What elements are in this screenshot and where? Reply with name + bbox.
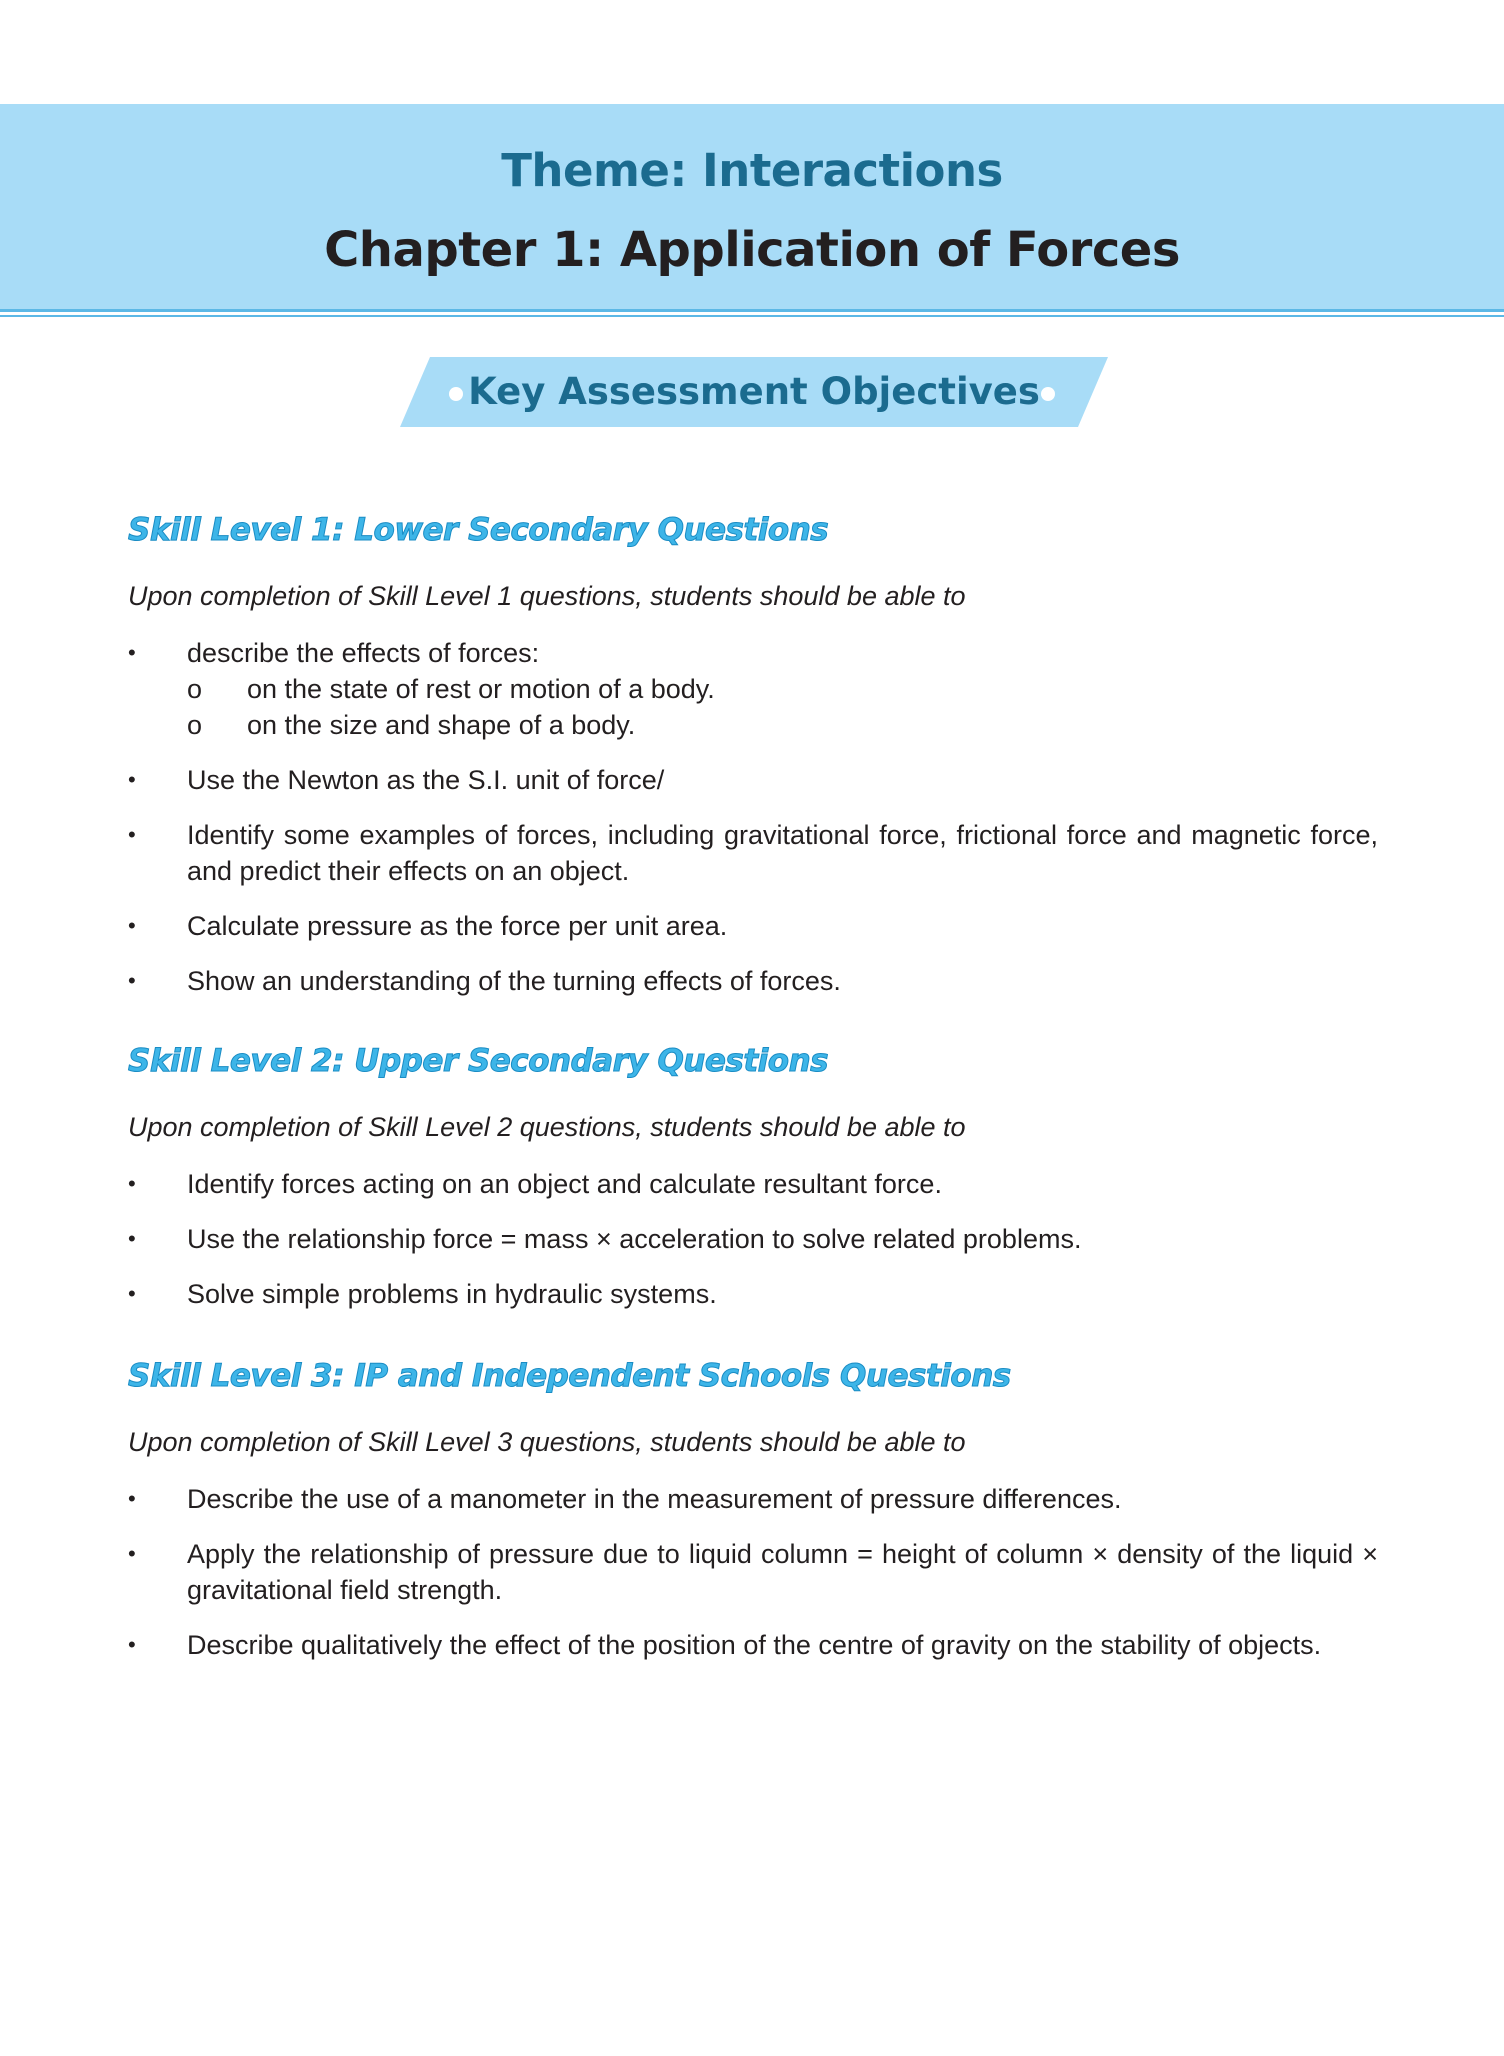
list-item-text: Describe the use of a manometer in the measurement of pressure differences. [187,1484,1122,1514]
skill-level-2-list [128,1166,1378,1331]
list-item [128,1536,1378,1608]
list-item-text: Use the Newton as the S.I. unit of force/ [187,765,665,795]
sub-list-item [187,707,1378,743]
skill-level-1-list [128,635,1378,1018]
list-item-text: Describe qualitatively the effect of the position of the centre of gravity on the stability of objects. [187,1630,1322,1660]
header-banner [0,104,1504,309]
skill-level-3-heading: Skill Level 3: IP and Independent Schools Questions [128,1358,1011,1394]
sub-list [187,671,1378,743]
list-item [128,963,1378,999]
list-item [128,1627,1378,1663]
bullet-icon: • [128,1632,136,1657]
sub-list-item-text: on the size and shape of a body. [247,710,636,740]
bullet-icon: • [128,640,136,665]
list-item-text: describe the effects of forces: [187,638,540,668]
list-item [128,635,1378,743]
bullet-icon: • [128,1281,136,1306]
list-item [128,1166,1378,1202]
list-item [128,908,1378,944]
sub-bullet-icon: o [187,710,203,740]
sub-list-item-text: on the state of rest or motion of a body. [247,674,715,704]
bullet-icon: • [128,1226,136,1251]
list-item-text: Identify some examples of forces, including gravitational force, frictional force and magnetic force, and predict their effects on an object. [187,820,1378,886]
list-item [128,762,1378,798]
banner-divider-line [0,309,1504,312]
sub-list-item [187,671,1378,707]
skill-level-3-intro: Upon completion of Skill Level 3 questions, students should be able to [128,1427,966,1457]
bullet-icon: • [128,1171,136,1196]
list-item-text: Identify forces acting on an object and calculate resultant force. [187,1169,942,1199]
list-item [128,1276,1378,1312]
skill-level-3-list [128,1481,1378,1682]
skill-level-2-heading: Skill Level 2: Upper Secondary Questions [128,1043,829,1079]
list-item [128,1221,1378,1257]
key-objectives-title: Key Assessment Objectives [468,370,1040,413]
list-item-text: Show an understanding of the turning effects of forces. [187,966,841,996]
skill-level-1-intro: Upon completion of Skill Level 1 questions, students should be able to [128,581,966,611]
bullet-icon: • [128,913,136,938]
bullet-icon: • [128,1486,136,1511]
skill-level-2-intro: Upon completion of Skill Level 2 questions, students should be able to [128,1112,966,1142]
list-item-text: Solve simple problems in hydraulic systems. [187,1279,717,1309]
list-item [128,1481,1378,1517]
bullet-icon: • [128,767,136,792]
bullet-icon: • [128,968,136,993]
bullet-icon: • [128,1541,136,1566]
list-item [128,817,1378,889]
list-item-text: Use the relationship force = mass × acceleration to solve related problems. [187,1224,1082,1254]
sub-bullet-icon: o [187,674,203,704]
list-item-text: Calculate pressure as the force per unit area. [187,911,728,941]
bullet-icon: • [128,822,136,847]
chapter-title: Chapter 1: Application of Forces [324,222,1180,278]
theme-title: Theme: Interactions [501,144,1003,197]
skill-level-1-heading: Skill Level 1: Lower Secondary Questions [128,512,829,548]
banner-divider-line [0,315,1504,317]
list-item-text: Apply the relationship of pressure due to liquid column = height of column × density of the liquid × gravitational field strength. [187,1539,1378,1605]
